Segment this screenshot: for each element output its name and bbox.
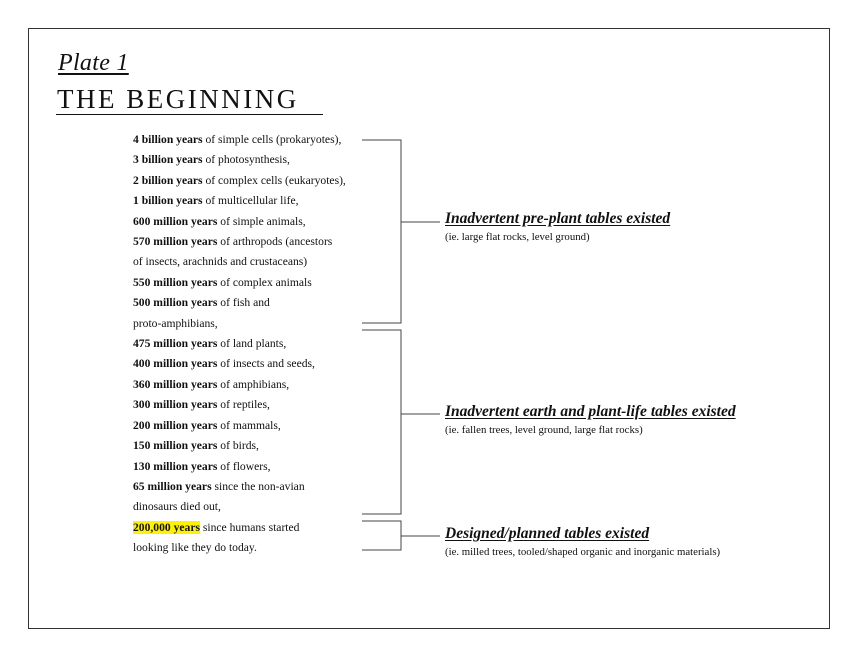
timeline-text: of insects, arachnids and crustaceans): [133, 255, 308, 269]
timeline-text: of birds,: [217, 439, 259, 453]
timeline-duration: 1 billion years: [133, 194, 203, 208]
timeline-text: looking like they do today.: [133, 541, 257, 555]
era-plant-life: [445, 403, 736, 436]
timeline-duration: 65 million years: [133, 479, 212, 493]
timeline-text: of complex cells (eukaryotes),: [202, 173, 346, 187]
timeline-text: proto-amphibians,: [133, 316, 218, 330]
bracket-plant-life: [362, 330, 401, 514]
era-note: (ie. large flat rocks, level ground): [445, 231, 590, 243]
era-designed: [445, 525, 720, 558]
timeline-text: of fish and: [217, 296, 270, 310]
timeline-duration: 300 million years: [133, 398, 218, 412]
timeline-text: dinosaurs died out,: [133, 500, 221, 514]
timeline-duration: 2 billion years: [133, 173, 203, 187]
era-title: Inadvertent pre-plant tables existed: [445, 210, 671, 227]
era-title: Inadvertent earth and plant-life tables existed: [445, 403, 736, 420]
timeline-text: of simple animals,: [217, 214, 306, 228]
timeline-text: of flowers,: [217, 459, 271, 473]
timeline-duration: 150 million years: [133, 439, 218, 453]
timeline-text: of land plants,: [217, 337, 287, 351]
timeline-duration: 3 billion years: [133, 153, 203, 167]
era-title: Designed/planned tables existed: [445, 525, 650, 542]
timeline-text: of complex animals: [217, 275, 312, 289]
timeline-text: of amphibians,: [217, 377, 290, 391]
timeline-duration: 500 million years: [133, 296, 218, 310]
timeline-text: of photosynthesis,: [202, 153, 290, 167]
era-note: (ie. milled trees, tooled/shaped organic and inorganic materials): [445, 546, 721, 558]
timeline-duration: 360 million years: [133, 377, 218, 391]
timeline-text: of reptiles,: [217, 398, 270, 412]
page-title: THE BEGINNING: [57, 84, 299, 114]
timeline-duration: 200 million years: [133, 418, 218, 432]
timeline-text: since the non-avian: [211, 479, 305, 493]
timeline-duration: 400 million years: [133, 357, 218, 371]
bracket-designed: [362, 521, 401, 550]
timeline-duration: 200,000 years: [133, 520, 200, 534]
timeline-text: of simple cells (prokaryotes),: [202, 133, 342, 146]
timeline-text: of multicellular life,: [202, 194, 299, 208]
bracket-pre-plant: [362, 140, 401, 323]
timeline-duration: 475 million years: [133, 337, 218, 351]
timeline-text: of insects and seeds,: [217, 357, 315, 371]
timeline-duration: 4 billion years: [133, 133, 203, 146]
era-note: (ie. fallen trees, level ground, large flat rocks): [445, 424, 643, 436]
timeline-text: of mammals,: [217, 418, 281, 432]
plate-label: Plate 1: [58, 50, 129, 76]
timeline-duration: 600 million years: [133, 214, 218, 228]
timeline-text: of arthropods (ancestors: [217, 235, 333, 249]
timeline-duration: 570 million years: [133, 235, 218, 249]
timeline-text: since humans started: [199, 520, 300, 534]
timeline-duration: 130 million years: [133, 459, 218, 473]
timeline-duration: 550 million years: [133, 275, 218, 289]
era-pre-plant: [445, 210, 670, 243]
